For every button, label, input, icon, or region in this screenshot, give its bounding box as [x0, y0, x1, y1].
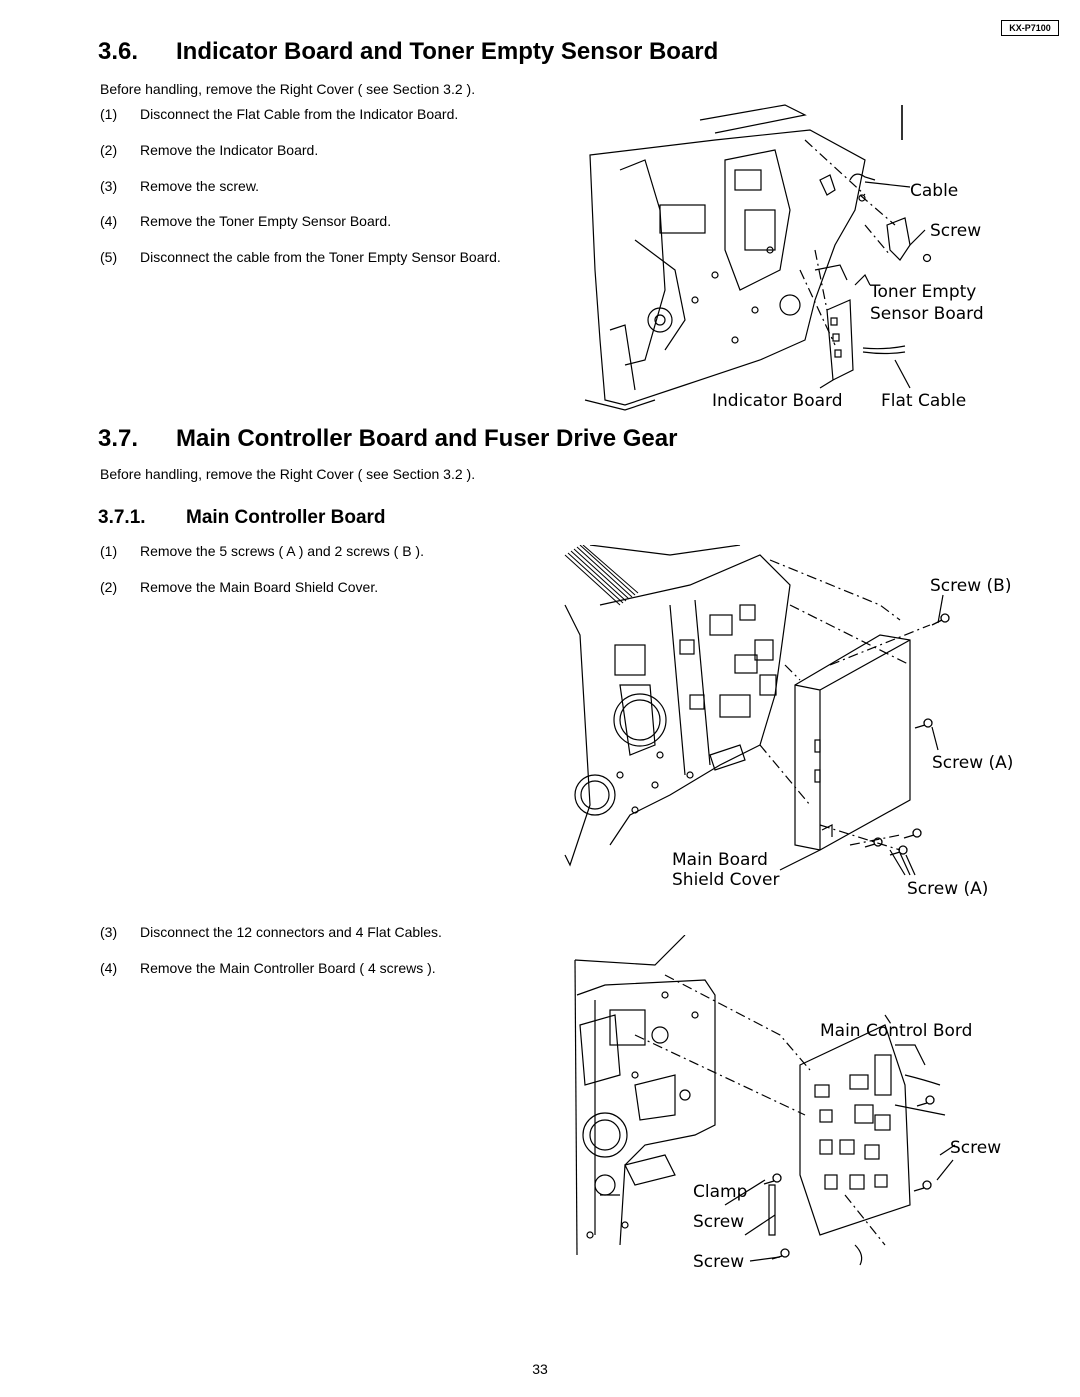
screw-label: Screw: [950, 1138, 1002, 1158]
section-number: 3.7.1.: [98, 507, 146, 528]
screw-b-label: Screw (B): [930, 576, 1012, 596]
shield-cover-label: Shield Cover: [672, 870, 780, 890]
sensor-board-label: Sensor Board: [870, 304, 984, 324]
step-number: (1): [100, 106, 118, 122]
step-number: (4): [100, 213, 118, 229]
page-number: 33: [532, 1361, 548, 1377]
main-control-board-label: Main Control Bord: [820, 1021, 973, 1041]
main-controller-board-diagram: [565, 935, 1025, 1275]
model-tag: KX-P7100: [1001, 20, 1059, 36]
screw-label: Screw: [693, 1252, 745, 1272]
indicator-board-diagram: [565, 100, 995, 418]
screw-label: Screw: [693, 1212, 745, 1232]
step-text: Remove the screw.: [140, 178, 260, 194]
step-item: [100, 106, 458, 122]
step-item: [100, 543, 424, 559]
screw-label: Screw: [930, 221, 982, 241]
step-text: Disconnect the 12 connectors and 4 Flat Cables.: [140, 924, 442, 940]
section-title: Main Controller Board: [186, 507, 386, 528]
step-text: Remove the Indicator Board.: [140, 142, 319, 158]
step-number: (4): [100, 960, 118, 976]
step-item: [100, 924, 442, 940]
step-item: [100, 213, 391, 229]
screw-a-label: Screw (A): [907, 879, 989, 899]
screw-a-label: Screw (A): [932, 753, 1014, 773]
step-item: [100, 142, 318, 158]
section-number: 3.6.: [98, 38, 139, 65]
step-number: (1): [100, 543, 118, 559]
section-3-6-heading: [98, 38, 718, 66]
step-text: Remove the Main Controller Board ( 4 screws ).: [140, 960, 436, 976]
step-number: (3): [100, 924, 118, 940]
clamp-label: Clamp: [693, 1182, 748, 1202]
section-3-7-1-heading: [98, 507, 386, 529]
indicator-board-label: Indicator Board: [712, 391, 843, 411]
step-text: Remove the 5 screws ( A ) and 2 screws ( B ).: [140, 543, 424, 559]
step-item: [100, 960, 436, 976]
step-number: (3): [100, 178, 118, 194]
step-text: Remove the Main Board Shield Cover.: [140, 579, 379, 595]
section-3-7-intro: Before handling, remove the Right Cover ( see Section 3.2 ).: [100, 466, 476, 482]
section-title: Indicator Board and Toner Empty Sensor Board: [176, 38, 719, 65]
step-number: (2): [100, 142, 118, 158]
flat-cable-label: Flat Cable: [881, 391, 967, 411]
section-title: Main Controller Board and Fuser Drive Gear: [176, 425, 678, 452]
toner-empty-label: Toner Empty: [870, 282, 977, 302]
step-number: (2): [100, 579, 118, 595]
step-text: Disconnect the Flat Cable from the Indicator Board.: [140, 106, 459, 122]
main-board-label: Main Board: [672, 850, 768, 870]
step-item: [100, 249, 501, 265]
step-item: [100, 178, 259, 194]
step-text: Remove the Toner Empty Sensor Board.: [140, 213, 392, 229]
step-item: [100, 579, 378, 595]
cable-label: Cable: [910, 181, 959, 201]
step-text: Disconnect the cable from the Toner Empty Sensor Board.: [140, 249, 501, 265]
section-number: 3.7.: [98, 425, 139, 452]
shield-cover-diagram: [560, 545, 1030, 905]
section-3-7-heading: [98, 425, 677, 453]
step-number: (5): [100, 249, 118, 265]
section-3-6-intro: Before handling, remove the Right Cover ( see Section 3.2 ).: [100, 81, 476, 97]
